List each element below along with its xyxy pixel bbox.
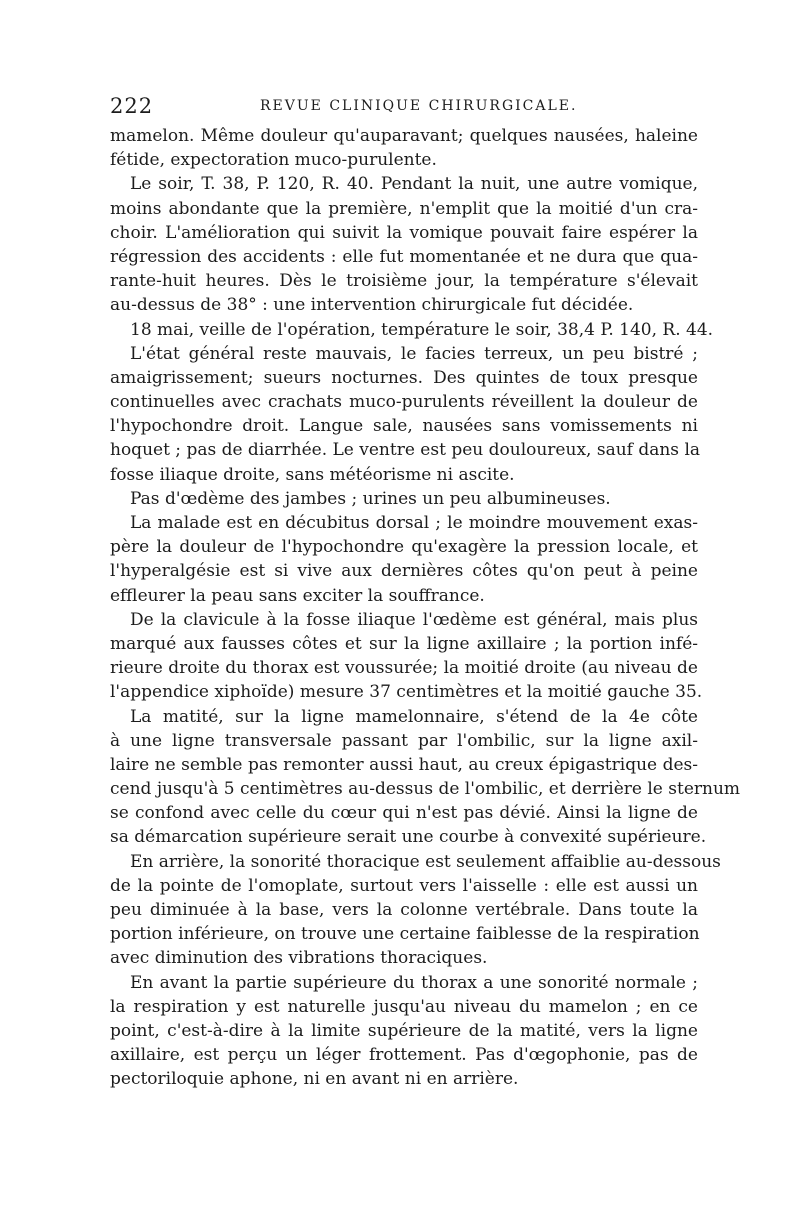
body-text — [110, 124, 741, 1092]
text-line: choir. L'amélioration qui suivit la vomique pouvait faire espérer la — [110, 222, 698, 243]
text-line: Le soir, T. 38, P. 120, R. 40. Pendant la nuit, une autre vomique, — [130, 174, 698, 195]
text-line: effleurer la peau sans exciter la souffrance. — [110, 585, 485, 606]
running-head — [110, 94, 698, 118]
text-line: moins abondante que la première, n'emplit que la moitié d'un cra- — [110, 198, 698, 219]
text-line: laire ne semble pas remonter aussi haut, au creux épigastrique des- — [110, 754, 698, 775]
text-line: pectoriloquie aphone, ni en avant ni en arrière. — [110, 1069, 519, 1090]
text-line: En arrière, la sonorité thoracique est seulement affaiblie au-dessous — [130, 851, 721, 872]
text-line: à une ligne transversale passant par l'ombilic, sur la ligne axil- — [110, 730, 698, 751]
text-line: 18 mai, veille de l'opération, température le soir, 38,4 P. 140, R. 44. — [130, 319, 714, 340]
text-line: au-dessus de 38° : une intervention chirurgicale fut décidée. — [110, 295, 634, 316]
text-line: cend jusqu'à 5 centimètres au-dessus de l'ombilic, et derrière le sternum — [110, 779, 741, 800]
page-number: 222 — [110, 94, 154, 118]
text-line: Pas d'œdème des jambes ; urines un peu albumineuses. — [130, 488, 611, 509]
text-line: hoquet ; pas de diarrhée. Le ventre est peu douloureux, sauf dans la — [110, 440, 701, 461]
text-line: mamelon. Même douleur qu'auparavant; quelques nausées, haleine — [110, 126, 698, 146]
text-line: continuelles avec crachats muco-purulents réveillent la douleur de — [110, 392, 698, 413]
text-line: se confond avec celle du cœur qui n'est pas dévié. Ainsi la ligne de — [110, 803, 698, 824]
text-line: fétide, expectoration muco-purulente. — [110, 150, 437, 171]
text-line: l'hyperalgésie est si vive aux dernières côtes qu'on peut à peine — [110, 561, 698, 582]
text-line: axillaire, est perçu un léger frottement. Pas d'œgophonie, pas de — [110, 1045, 698, 1066]
text-line: père la douleur de l'hypochondre qu'exagère la pression locale, et — [110, 537, 698, 558]
text-line: régression des accidents : elle fut momentanée et ne dura que qua- — [110, 246, 698, 267]
text-line: l'hypochondre droit. Langue sale, nausées sans vomissements ni — [110, 416, 698, 437]
text-line: En avant la partie supérieure du thorax a une sonorité normale ; — [130, 972, 698, 993]
text-line: la respiration y est naturelle jusqu'au niveau du mamelon ; en ce — [110, 996, 698, 1017]
text-line: l'appendice xiphoïde) mesure 37 centimètres et la moitié gauche 35. — [110, 682, 703, 703]
text-line: rante-huit heures. Dès le troisième jour, la température s'élevait — [110, 271, 698, 292]
journal-title: REVUE CLINIQUE CHIRURGICALE. — [260, 98, 578, 114]
text-line: fosse iliaque droite, sans météorisme ni ascite. — [110, 464, 515, 485]
text-line: point, c'est-à-dire à la limite supérieure de la matité, vers la ligne — [110, 1020, 698, 1041]
text-line: peu diminuée à la base, vers la colonne vertébrale. Dans toute la — [110, 900, 698, 920]
text-line: rieure droite du thorax est voussurée; la moitié droite (au niveau de — [110, 658, 698, 679]
text-line: La matité, sur la ligne mamelonnaire, s'étend de la 4e côte — [130, 706, 698, 727]
text-line: amaigrissement; sueurs nocturnes. Des quintes de toux presque — [110, 367, 698, 388]
text-line: sa démarcation supérieure serait une courbe à convexité supérieure. — [110, 827, 707, 848]
text-line: avec diminution des vibrations thoraciques. — [110, 948, 488, 969]
text-line: de la pointe de l'omoplate, surtout vers l'aisselle : elle est aussi un — [110, 875, 698, 896]
text-line: portion inférieure, on trouve une certaine faiblesse de la respiration — [110, 924, 700, 945]
text-line: L'état général reste mauvais, le facies terreux, un peu bistré ; — [130, 343, 698, 364]
text-line: La malade est en décubitus dorsal ; le moindre mouvement exas- — [130, 513, 698, 533]
text-line: De la clavicule à la fosse iliaque l'œdème est général, mais plus — [130, 609, 698, 630]
text-line: marqué aux fausses côtes et sur la ligne axillaire ; la portion infé- — [110, 633, 698, 654]
